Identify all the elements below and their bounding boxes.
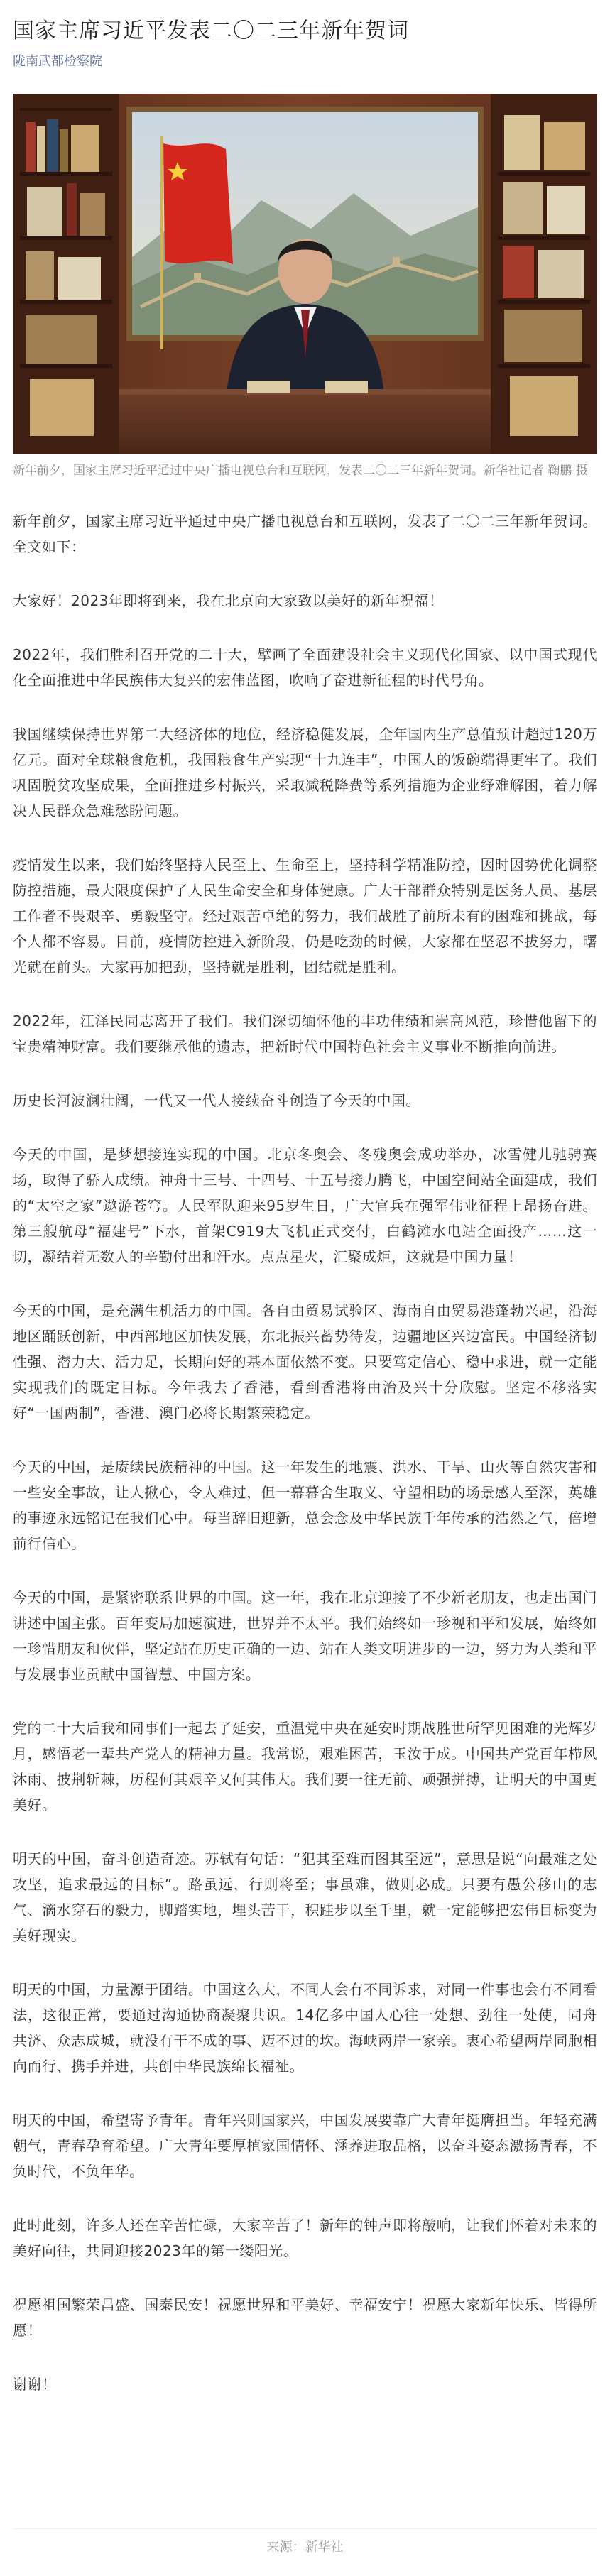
- right-bookshelf: [491, 94, 597, 454]
- paragraph: 明天的中国，奋斗创造奇迹。苏轼有句话：“犯其至难而图其至远”，意思是说“向最难之处攻坚，追求最远的目标”。路虽远，行则将至；事虽难，做则必成。只要有愚公移山的志气、滴水穿石的毅力，脚踏实地，埋头苦干，积跬步以至千里，就一定能够把宏伟目标变为美好现实。: [13, 1850, 597, 1944]
- paragraph: 大家好！2023年即将到来，我在北京向大家致以美好的新年祝福！: [13, 592, 444, 609]
- left-bookshelf: [13, 94, 119, 454]
- paragraph: 谢谢！: [13, 2376, 57, 2393]
- paragraph: 今天的中国，是赓续民族精神的中国。这一年发生的地震、洪水、干旱、山火等自然灾害和一些安全事故，让人揪心，令人难过，但一幕幕舍生取义、守望相助的场景感人至深，英雄的事迹永远铭记在我们心中。每当辞旧迎新，总会念及中华民族千年传承的浩然之气，倍增前行信心。: [13, 1458, 597, 1552]
- paragraph: 我国继续保持世界第二大经济体的地位，经济稳健发展，全年国内生产总值预计超过120万亿元。面对全球粮食危机，我国粮食生产实现“十九连丰”，中国人的饭碗端得更牢了。我们巩固脱贫攻坚成果，全面推进乡村振兴，采取减税降费等系列措施为企业纾难解困，着力解决人民群众急难愁盼问题。: [13, 726, 597, 819]
- article-title: 国家主席习近平发表二〇二三年新年贺词: [13, 18, 409, 43]
- paragraph: 今天的中国，是梦想接连实现的中国。北京冬奥会、冬残奥会成功举办，冰雪健儿驰骋赛场，取得了骄人成绩。神舟十三号、十四号、十五号接力腾飞，中国空间站全面建成，我们的“太空之家”遨游苍穹。人民军队迎来95岁生日，广大官兵在强军伟业征程上昂扬奋进。第三艘航母“福建号”下水，首架C919大飞机正式交付，白鹤滩水电站全面投产……这一切，凝结着无数人的辛勤付出和汗水。点点星火，汇聚成炬，这就是中国力量！: [13, 1146, 597, 1265]
- paragraph: 今天的中国，是充满生机活力的中国。各自由贸易试验区、海南自由贸易港蓬勃兴起，沿海地区踊跃创新，中西部地区加快发展，东北振兴蓄势待发，边疆地区兴边富民。中国经济韧性强、潜力大、活力足，长期向好的基本面依然不变。只要笃定信心、稳中求进，就一定能实现我们的既定目标。今年我去了香港，看到香港将由治及兴十分欣慰。坚定不移落实好“一国两制”，香港、澳门必将长期繁荣稳定。: [13, 1302, 597, 1421]
- paragraph: 新年前夕，国家主席习近平通过中央广播电视总台和互联网，发表了二〇二三年新年贺词。全文如下：: [13, 513, 597, 555]
- hero-photo-illustration: [13, 94, 597, 454]
- paragraph: 党的二十大后我和同事们一起去了延安，重温党中央在延安时期战胜世所罕见困难的光辉岁月，感悟老一辈共产党人的精神力量。我常说，艰难困苦，玉汝于成。中国共产党百年栉风沐雨、披荆斩棘，历程何其艰辛又何其伟大。我们要一往无前、顽强拼搏，让明天的中国更美好。: [13, 1720, 597, 1813]
- paragraph: 明天的中国，希望寄予青年。青年兴则国家兴，中国发展要靠广大青年挺膺担当。年轻充满朝气，青春孕育希望。广大青年要厚植家国情怀、涵养进取品格，以奋斗姿态激扬青春，不负时代，不负年华。: [13, 2112, 597, 2180]
- paragraph: 历史长河波澜壮阔，一代又一代人接续奋斗创造了今天的中国。: [13, 1092, 420, 1109]
- paragraph: 祝愿祖国繁荣昌盛、国泰民安！祝愿世界和平美好、幸福安宁！祝愿大家新年快乐、皆得所愿！: [13, 2296, 597, 2339]
- footer-source: 来源：新华社: [266, 2540, 344, 2555]
- article-body: [13, 508, 597, 2397]
- account-name-link[interactable]: 陇南武都检察院: [13, 54, 102, 69]
- image-caption: 新年前夕，国家主席习近平通过中央广播电视总台和互联网，发表二〇二三年新年贺词。新华社记者 鞠鹏 摄: [13, 464, 588, 478]
- footer-divider: [13, 2528, 597, 2529]
- paragraph: 此时此刻，许多人还在辛苦忙碌，大家辛苦了！新年的钟声即将敲响，让我们怀着对未来的美好向往，共同迎接2023年的第一缕阳光。: [13, 2217, 597, 2259]
- paragraph: 疫情发生以来，我们始终坚持人民至上、生命至上，坚持科学精准防控，因时因势优化调整防控措施，最大限度保护了人民生命安全和身体健康。广大干部群众特别是医务人员、基层工作者不畏艰辛、勇毅坚守。经过艰苦卓绝的努力，我们战胜了前所未有的困难和挑战，每个人都不容易。目前，疫情防控进入新阶段，仍是吃劲的时候，大家都在坚忍不拔努力，曙光就在前头。大家再加把劲，坚持就是胜利，团结就是胜利。: [13, 856, 597, 976]
- paragraph: 2022年，我们胜利召开党的二十大，擘画了全面建设社会主义现代化国家、以中国式现代化全面推进中华民族伟大复兴的宏伟蓝图，吹响了奋进新征程的时代号角。: [13, 646, 597, 689]
- paragraph: 今天的中国，是紧密联系世界的中国。这一年，我在北京迎接了不少新老朋友，也走出国门讲述中国主张。百年变局加速演进，世界并不太平。我们始终如一珍视和平和发展，始终如一珍惜朋友和伙伴，坚定站在历史正确的一边、站在人类文明进步的一边，努力为人类和平与发展事业贡献中国智慧、中国方案。: [13, 1589, 597, 1683]
- desk: [119, 381, 491, 454]
- paragraph: 2022年，江泽民同志离开了我们。我们深切缅怀他的丰功伟绩和崇高风范，珍惜他留下的宝贵精神财富。我们要继承他的遗志，把新时代中国特色社会主义事业不断推向前进。: [13, 1013, 597, 1055]
- article-hero-image: [13, 94, 597, 454]
- paragraph: 明天的中国，力量源于团结。中国这么大，不同人会有不同诉求，对同一件事也会有不同看法，这很正常，要通过沟通协商凝聚共识。14亿多中国人心往一处想、劲往一处使，同舟共济、众志成城，就没有干不成的事、迈不过的坎。海峡两岸一家亲。衷心希望两岸同胞相向而行、携手并进，共创中华民族绵长福祉。: [13, 1981, 597, 2075]
